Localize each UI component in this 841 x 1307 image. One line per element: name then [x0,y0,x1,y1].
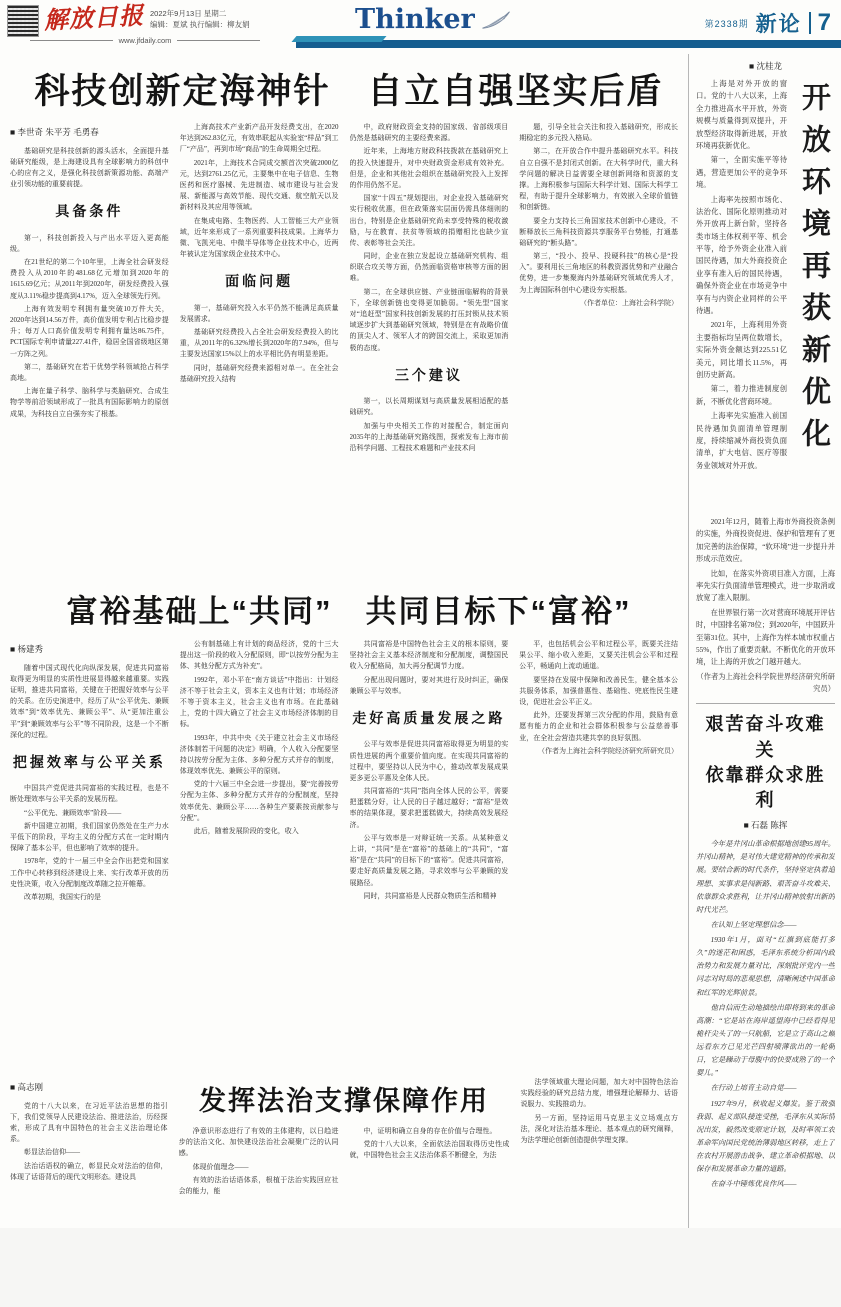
paragraph: 上海有效发明专利拥有量突破10万件大关，2020年达到14.56万件，高价值发明专利占比稳步提升；每万人口高价值发明专利拥有量达86.75件，PCT国际专利申请量227.41件，稳居全国省级地区第一方阵之列。 [10,304,169,358]
paragraph: 1978年，党的十一届三中全会作出把党和国家工作中心转移到经济建设上来、实行改革开放的历史性决策，收入分配制度改革随之拉开帷幕。 [10,857,169,888]
railB-headline-line1: 艰苦奋斗攻难关 [705,714,826,760]
editors-line: 编辑：夏斌 执行编辑：柳友娟 [150,20,250,30]
article3-column-2 [179,1126,339,1195]
paragraph: 此后，随着发展阶段的变化，收入 [193,827,299,835]
paragraph: 2021年，上海技术合同成交额首次突破2000亿元，达到2761.25亿元，主要集中在电子信息、生物医药和医疗器械、先进制造、城市建设与社会发展、新能源与高效节能、现代交通、航空航天以及新材料及其应用等领域。 [179,158,339,212]
quill-icon [481,9,511,31]
paragraph: 同时，共同富裕是人民群众物质生活和精神 [363,891,497,900]
paragraph: 第一，全面实施平等待遇，营造更加公平的竞争环境。 [696,155,787,190]
paragraph: 今年是井冈山革命根据地创建95周年。井冈山精神，是对伟大建党精神的传承和发展。要结合新的时代条件，坚持坚定执着追理想、实事求是闯新路、艰苦奋斗攻难关、依靠群众求胜利，让井冈山精神放射出新的时代光芒。 [696,839,835,914]
paragraph: 在集成电路、生物医药、人工智能三大产业领域，近年来形成了一系列重要科技成果。上海华力微、飞凯光电、中微半导体等企业技术中心，近两年被认定为国家级企业技术中心。 [179,216,339,259]
paragraph: 上海在量子科学、脑科学与类脑研究、合成生物学等前沿领域形成了一批具有国际影响力的原创成果，为科技自立自强夯实了根基。 [10,387,169,418]
paragraph: 随着中国式现代化向纵深发展，促进共同富裕取得更为明显的实质性进展显得越来越重要。实践证明，推进共同富裕，关键在于把握好效率与公平的关系。在历史演进中，经历了从“公平优先、兼顾效率”到“效率优先、兼顾公平”、从“更加注重公平”到“兼顾效率与公平”等不同阶段，这是一个不断深化的过程。 [10,663,169,739]
article2-column-3 [350,639,509,1067]
masthead-logo: 解放日报 [43,0,145,35]
article1-column-1 [10,122,169,572]
railB-byline: ■ 石磊 陈挥 [743,820,788,831]
right-rail [688,54,841,1228]
railB-headline-line2: 依靠群众求胜利 [705,764,826,811]
paragraph: “公平优先、兼顾效率”阶段—— [24,808,122,817]
article3-headline: 发挥法治支撑保障作用 [199,1086,489,1116]
paragraph: 在认知上坚定理想信念—— [710,919,797,929]
paragraph: 平，也包括机会公平和过程公平，既要关注结果公平、缩小收入差距，又要关注机会公平和过程公平，畅通向上流动通道。 [519,640,678,671]
paragraph: 近年来，上海地方财政科技拨款在基础研究上的投入快速提升，对中央财政资金形成有效补充。但是，企业和其他社会组织在基础研究投入上发挥的作用仍然不足。 [349,147,509,189]
paragraph: 公平与效率是一对辩证统一关系。从某种意义上讲，“共同”是在“富裕”的基础上的“共同”，“富裕”是在“共同”的目标下的“富裕”。促进共同富裕，要走好高质量发展之路，寻求效率与公平兼顾的发展路径。 [349,833,509,887]
article2-author-signature: （作者为上海社会科学院经济研究所研究员） [538,746,678,755]
article1-column-2 [180,122,339,572]
paragraph: 中国共产党促进共同富裕的实践过程，也是不断处理效率与公平关系的发展历程。 [10,784,169,804]
article3-byline: ■ 高志刚 [10,1082,43,1092]
paragraph: 上海高技术产业新产品开发经费支出，在2020年达到262.83亿元，有效串联起从实验室“样品”到工厂“产品”，再到市场“商品”的生命周期全过程。 [179,123,339,154]
paragraph: 第一，以长周期谋划与高质量发展相适配的基础研究。 [349,397,509,417]
article2-headline: 富裕基础上“共同” 共同目标下“富裕” [66,594,632,629]
article2-column-4 [519,639,678,1067]
paragraph: 第二，着力推进制度创新，不断优化营商环境。 [696,384,787,406]
paragraph: 公有制基础上有计划的商品经济，党的十三大提出这一阶段的收入分配原则，即“以按劳分配为主体、其他分配方式为补充”。 [179,640,339,671]
article2-byline: ■ 杨建秀 [10,644,43,654]
paragraph: 分配出现问题时，要对其进行及时纠正，确保兼顾公平与效率。 [349,675,509,695]
paragraph: 中，证明和确立自身的存在价值与合理性。 [363,1127,497,1135]
paragraph: 加强与中央相关工作的对接配合，制定面向2035年的上海基础研究路线图，探索发布上海市前沿科学问题、工程技术难题和产业技术问 [349,421,509,452]
paragraph: 1993年，中共中央《关于建立社会主义市场经济体制若干问题的决定》明确，个人收入分配要坚持以按劳分配为主体、多种分配方式并存的制度，体现效率优先、兼顾公平的原则。 [179,733,339,776]
paragraph: 要坚持在发展中保障和改善民生，健全基本公共服务体系，加强普惠性、基础性、兜底性民生建设，促进社会公平正义。 [519,675,678,706]
paragraph: 第二，在开放合作中提升基础研究水平。科技自立自强不是封闭式创新。在大科学时代，重大科学问题的解决日益需要全球创新网络和资源的支撑。上海积极参与国际大科学计划、国际大科学工程，有助于提升全球影响力，有效嵌入全球价值链和创新链。 [519,147,678,212]
paragraph: 基础研究是科技创新的源头活水，全面提升基础研究能级，是上海建设具有全球影响力的科创中心的应有之义，是强化科技创新策源功能、高端产业引领功能的重要前提。 [10,146,169,189]
article1-headline: 科技创新定海神针 自立自强坚实后盾 [34,72,664,111]
paragraph: 党的十八大以来，全面依法治国取得历史性成就，中国特色社会主义法治体系不断健全，为法 [349,1140,510,1160]
paragraph: 法学领域重大理论问题，加大对中国特色法治实践经验的研究总结力度，增强理论解释力、话语说服力、实践推动力。 [520,1078,678,1109]
paragraph: 法治话语权的确立，彰显民众对法治的信仰，体现了话语背后的现代文明形态。建设具 [10,1161,168,1181]
article1-byline: ■ 李世奇 朱平芳 毛勇春 [10,127,99,137]
divider [809,12,811,34]
paragraph: 第一，科技创新投入与产出水平迈入更高能级。 [10,233,169,253]
paragraph: 上海率先按照市场化、法治化、国际化原则推动对外开放再上新台阶，坚持各类市场主体权利平等、机会平等，给予外资企业准入前国民待遇，加大外商投资企业享有准入后的国民待遇，确保外资企业在市场竞争中享有与内资企业同样的公平待遇。 [696,194,787,316]
article2-column-2 [180,639,339,1067]
paragraph: 1927年9月，秋收起义爆发。鉴于敌强我弱、起义部队接连受挫，毛泽东从实际情况出发，毅然改变原定计划，及时率领工农革命军向国民党统治薄弱地区转移，走上了在农村开展游击战争、建立革命根据地、以保存和发展革命力量的道路。 [696,1098,835,1174]
article-jinggangshan-spirit [696,712,835,1307]
qr-code-icon [8,6,38,36]
paragraph: 党的十八大以来，在习近平法治思想的指引下，我们党领导人民建设法治、推进法治，历经探索，形成了具有中国特色的社会主义法治理论体系。 [10,1101,168,1144]
paragraph: 净意识形态进行了有效的主体建构，以日趋进步的法治文化、加快建设法治社会凝聚广泛的认同感。 [178,1127,339,1158]
paragraph: 他自信而生动地描绘出即将到来的革命高潮：“它是站在海岸遥望海中已经看得见桅杆尖头了的一只航船，它是立于高山之巅远看东方已见光芒四射喷薄欲出的一轮朝日，它是躁动于母腹中的快要成熟了的一个婴儿。” [696,1002,835,1078]
issue-number: 第2338期 [704,18,749,29]
paragraph: 第三，“投小、投早、投硬科技”的核心是“投入”。要利用长三角地区的科教资源优势和产业融合优势，进一步集聚海内外基础研究领域优秀人才，为上海国际科创中心建设夯实根基。 [519,252,678,294]
article1-author-signature: （作者单位：上海社会科学院） [580,298,678,307]
section-name: 新论 [755,13,802,36]
paragraph: 第二，在全球供应链、产业链面临解构的背景下，全球创新链也变得更加脆弱。“领先型”国家对“追赶型”国家科技创新发展的打压封锁从技术领域逐步扩大到基础研究领域，特别是在有战略价值的顶尖人才、领军人才的跨国交流上，采取更加消极的态度。 [349,287,509,352]
rail-divider [696,703,835,704]
subhead-high-quality-development: 走好高质量发展之路 [352,709,506,726]
brand-title: Thinker [355,4,475,35]
paragraph: 1992年，邓小平在“南方谈话”中指出：计划经济不等于社会主义，资本主义也有计划；市场经济不等于资本主义，社会主义也有市场。在此基础上，党的十四大确立了社会主义市场经济体制的目标。 [179,675,339,729]
article-common-prosperity [10,586,688,1067]
paragraph: 公平与效率是促进共同富裕取得更为明显的实质性进展的两个重要价值向度。在实现共同富裕的过程中，要坚持以人民为中心，推动改革发展成果更多更公平惠及全体人民。 [349,740,509,782]
paragraph: 在行动上培育主动自觉—— [710,1083,797,1093]
paragraph: 上海是对外开放的窗口。党的十八大以来，上海全力推进高水平开放，外资规模与质量得到双提升，开放型经济取得新进展，开放环境再获新优化。 [696,79,787,150]
article1-column-4 [519,122,678,572]
paragraph: 要全力支持长三角国家技术创新中心建设，不断释放长三角科技资源共享服务平台势能，打通基础研究的“断头路”。 [519,216,678,247]
paragraph: 在奋斗中锤炼优良作风—— [710,1179,797,1189]
main-content [0,54,688,1228]
paragraph: 题，引导全社会关注和投入基础研究，形成长期稳定的多元投入格局。 [519,123,678,143]
subhead-efficiency-fairness: 把握效率与公平关系 [12,753,166,770]
website-rule [30,36,260,50]
paragraph: 另一方面，坚持运用马克思主义立场观点方法，深化对法治基本理论、基本观点的研究阐释，为法学理论创新创造提供学理支撑。 [520,1113,678,1144]
railA-byline: ■ 沈桂龙 [749,61,782,71]
paragraph: 在21世纪的第二个10年里，上海全社会研发经费投入从2010年的481.68亿元增加到2020年的1615.69亿元；从2011年到2020年，研发经费投入强度从3.11%稳步提高到4.17%，迈入全球领先行列。 [10,258,169,300]
article-open-environment [696,60,835,695]
subhead-suggestions: 三个建议 [394,366,463,383]
paragraph: 党的十六届三中全会进一步提出，要“完善按劳分配为主体、多种分配方式并存的分配制度，坚持效率优先、兼顾公平……各种生产要素按贡献参与分配”。 [179,780,339,822]
railA-author-signature: （作者为上海社会科学院世界经济研究所研究员） [696,671,835,694]
paragraph: 2021年，上海利用外资主要指标均呈两位数增长，实际外资金额达到225.51亿美元，同比增长11.5%，再创历史新高。 [696,320,787,379]
paragraph: 基础研究经费投入占全社会研发经费投入的比重，从2011年的6.32%增长到2020年的7.94%，但与主要发达国家15%以上的水平相比仍有明显差距。 [179,328,339,359]
paragraph: 共同富裕是中国特色社会主义的根本原则，要坚持社会主义基本经济制度和分配制度，调整国民收入分配格局，加大再分配调节力度。 [349,640,509,671]
article3-column-4 [520,1077,678,1195]
paragraph: 上海率先实施准入前国民待遇加负面清单管理制度，持续缩减外商投资负面清单，扩大电信、医疗等服务业领域对外开放。 [696,411,787,470]
article1-column-3 [350,122,509,572]
paragraph: 新中国建立初期，我们国家仍然处在生产力水平低下的阶段，平均主义的分配方式在一定时期内保障了基本公平，但也影响了效率的提升。 [10,821,169,853]
paragraph: 共同富裕的“共同”指向全体人民的公平，需要把蛋糕分好，让人民的日子越过越好；“富裕”是效率的结果体现，要求把蛋糕做大，持续高效发展经济。 [349,787,509,829]
paragraph: 同时，企业在独立发起设立基础研究机构、组织联合攻关等方面，仍然面临资格审核等方面的困难。 [349,252,509,283]
paragraph: 改革初期，我国实行的是 [24,892,101,901]
paragraph: 同时，基础研究经费来源相对单一。在全社会基础研究投入结构 [179,363,339,383]
subhead-conditions: 具备条件 [55,203,124,220]
railA-vertical-headline: 开放环境再获新优化 [798,82,830,460]
paragraph: 国家“十四五”规划提出，对企业投入基础研究实行税收优惠，但在政策落实层面仍需具体细则的出台，特别是企业基础研究尚未享受特殊的税收激励，与在教育、扶贫等领域的捐赠相比也缺少宣传、表彰等社会关注。 [349,194,509,247]
page-number: 7 [817,9,831,36]
paragraph: 第二，基础研究在若干优势学科领域抢占科学高地。 [10,362,169,382]
paragraph: 比如，在落实外资项目准入方面，上海率先实行负面清单管理模式，进一步取消或放宽了准入限制。 [696,568,835,603]
railA-continuation [696,516,835,695]
paragraph: 在世界银行第一次对营商环境展开评估时，中国排名第78位；到2020年，中国跃升至第31位。其中，上海作为样本城市权重占55%，作出了重要贡献。不断优化的开放环境，让上海的开放之门越开越大。 [696,607,835,667]
article-rule-of-law [10,1077,688,1195]
railB-headline [696,712,835,813]
paragraph: 中，政府财政资金支持的国家级、省部级项目仍然是基础研究的主要经费来源。 [349,123,509,143]
article3-column-1 [10,1077,168,1195]
paragraph: 彰显法治信仰—— [24,1148,80,1157]
subhead-problems: 面临问题 [225,273,294,290]
railA-text-column [696,78,787,514]
paragraph: 2021年12月，随着上海市外商投资条例的实施，外商投资促进、保护和管理有了更加完善的法治保障，“软环境”进一步提升并形成示范效应。 [696,517,835,564]
paragraph: 体现价值理念—— [192,1162,249,1171]
article-science-innovation [10,64,688,572]
page-header [0,0,841,54]
website-url: www.jfdaily.com [113,36,178,45]
railB-text [696,837,835,1307]
paragraph: 第一，基础研究投入水平仍然不能满足高质量发展需求。 [179,303,339,323]
paragraph: 有效的法治话语体系，根植于法治实践回应社会的能力，能 [178,1175,339,1195]
article3-column-3 [350,1126,510,1195]
header-blue-bar [296,40,841,48]
article2-column-1 [10,639,169,1067]
date-line: 2022年9月13日 星期二 [150,9,227,18]
paragraph: 此外，还要发挥第三次分配的作用，鼓励有意愿有能力的企业和社会群体积极参与公益慈善事业，在全社会营造共建共享的良好氛围。 [519,711,678,742]
paragraph: 1930年1月，面对“红旗到底能打多久”的迷茫和困惑，毛泽东系统分析国内政治势力和发展力量对比，深刻批评党内一些同志对时局的悲观思想，清晰阐述中国革命和红军的光辉前景。 [696,935,835,997]
